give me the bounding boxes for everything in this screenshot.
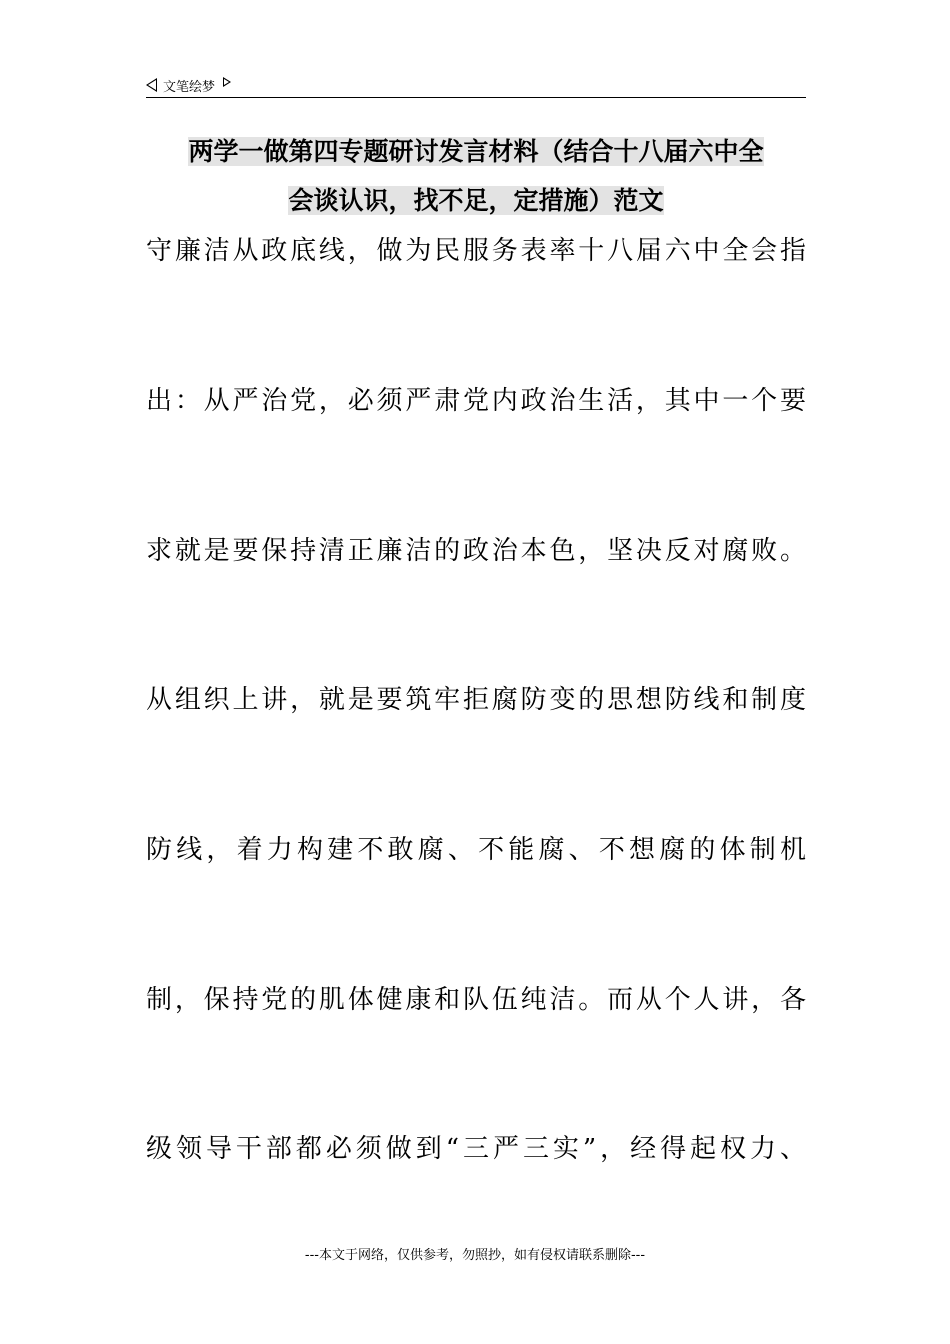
triangle-right-icon <box>223 77 231 87</box>
body-line: 出：从严治党，必须严肃党内政治生活，其中一个要 <box>146 386 806 416</box>
body-line: 从组织上讲，就是要筑牢拒腐防变的思想防线和制度 <box>146 685 806 715</box>
document-title-line-2: 会谈认识，找不足，定措施）范文 <box>288 186 664 215</box>
body-line: 防线，着力构建不敢腐、不能腐、不想腐的体制机 <box>146 835 806 865</box>
header-brand: 文笔绘梦 <box>163 79 216 95</box>
header-divider <box>146 97 806 98</box>
body-line: 级领导干部都必须做到“三严三实”，经得起权力、 <box>146 1134 806 1164</box>
document-title-line-1: 两学一做第四专题研讨发言材料（结合十八届六中全 <box>188 137 764 166</box>
footer-disclaimer: ---本文于网络，仅供参考，勿照抄，如有侵权请联系删除--- <box>304 1248 646 1263</box>
body-line: 制，保持党的肌体健康和队伍纯洁。而从个人讲，各 <box>146 985 806 1015</box>
page-header <box>146 74 231 96</box>
body-line: 求就是要保持清正廉洁的政治本色，坚决反对腐败。 <box>146 536 806 566</box>
body-line: 守廉洁从政底线，做为民服务表率十八届六中全会指 <box>146 236 806 266</box>
triangle-left-icon <box>146 78 157 92</box>
